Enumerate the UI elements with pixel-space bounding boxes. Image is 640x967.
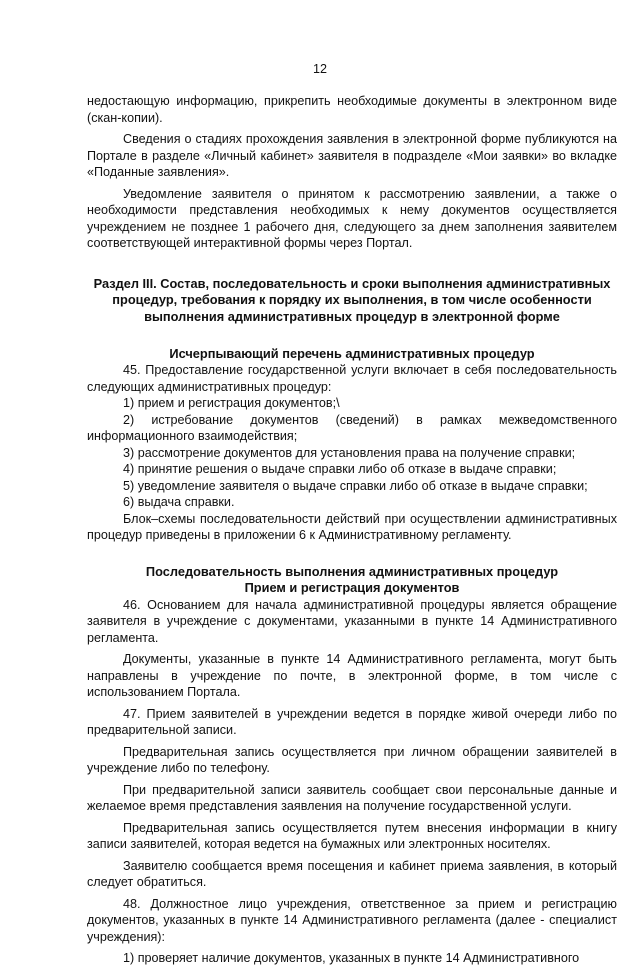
page-number: 12 (312, 62, 327, 76)
paragraph: Заявителю сообщается время посещения и кабинет приема заявления, в который следует обратиться. (87, 858, 617, 890)
list-item: 3) рассмотрение документов для установления права на получение справки; (123, 445, 576, 460)
paragraph: Уведомление заявителя о принятом к рассмотрению заявлении, а также о необходимости представления необходимых к нему документов осуществляется учреждением не позднее 1 рабочего дня, следующего за днем заполнения заявителем соответствующей интерактивной формы через Портал. (87, 186, 617, 250)
paragraph: При предварительной записи заявитель сообщает свои персональные данные и желаемое время представления заявления на получение государственной услуги. (87, 782, 617, 814)
paragraph: Предварительная запись осуществляется путем внесения информации в книгу записи заявителей, которая ведется на бумажных или электронных носителях. (87, 820, 617, 852)
list-item: 5) уведомление заявителя о выдаче справки либо об отказе в выдаче справки; (123, 478, 588, 493)
subheading: Прием и регистрация документов (244, 580, 460, 596)
subheading: Последовательность выполнения административных процедур (145, 563, 559, 579)
paragraph: Документы, указанные в пункте 14 Административного регламента, могут быть направлены в учреждение по почте, в электронной форме, в том числе с использованием Портала. (87, 652, 617, 700)
paragraph: 48. Должностное лицо учреждения, ответственное за прием и регистрацию документов, указанных в пункте 14 Административного регламента (далее - специалист учреждения): (87, 896, 617, 944)
list-item: 4) принятие решения о выдаче справки либо об отказе в выдаче справки; (123, 462, 557, 477)
paragraph: недостающую информацию, прикрепить необходимые документы в электронном виде (скан-копии). (87, 94, 617, 125)
list-item: 1) прием и регистрация документов;\ (123, 396, 340, 411)
document-body (87, 93, 617, 967)
paragraph: 47. Прием заявителей в учреждении ведется в порядке живой очереди либо по предварительной записи. (87, 706, 617, 738)
list-item: 2) истребование документов (сведений) в рамках межведомственного информационного взаимодействия; (87, 412, 617, 444)
list-item: 6) выдача справки. (123, 495, 235, 510)
paragraph: 46. Основанием для начала административной процедуры является обращение заявителя в учреждение с документами, указанными в пункте 14 Административного регламента. (87, 597, 617, 645)
paragraph: Сведения о стадиях прохождения заявления в электронной форме публикуются на Портале в разделе «Личный кабинет» заявителя в подразделе «Мои заявки» во вкладке «Поданные заявления». (87, 132, 617, 179)
section-title: Раздел III. Состав, последовательность и сроки выполнения административных процедур, требования к порядку их выполнения, в том числе особенности выполнения административных процедур в электронной форме (93, 275, 611, 325)
paragraph: Блок–схемы последовательности действий при осуществлении административных процедур приведены в приложении 6 к Административному регламенту. (87, 511, 617, 543)
subheading: Исчерпывающий перечень административных процедур (169, 345, 535, 361)
paragraph: 1) проверяет наличие документов, указанных в пункте 14 Административного (123, 951, 580, 966)
paragraph: 45. Предоставление государственной услуги включает в себя последовательность следующих административных процедур: (87, 363, 617, 394)
paragraph: Предварительная запись осуществляется при личном обращении заявителей в учреждение либо по телефону. (87, 744, 617, 776)
